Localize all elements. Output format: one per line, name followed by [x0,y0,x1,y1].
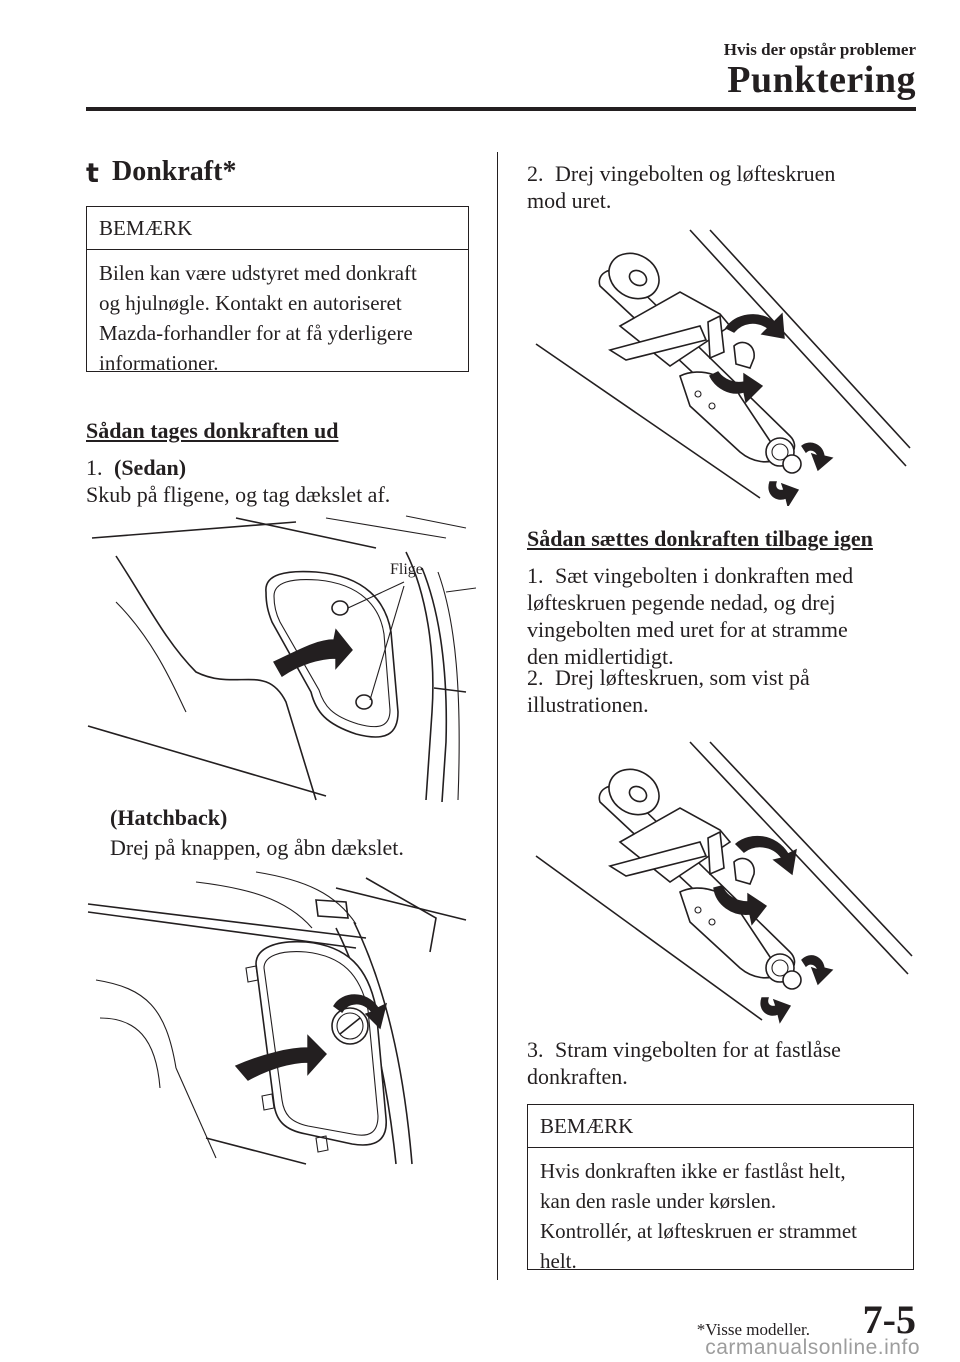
step-text: Stram vingebolten for at fastlåse [555,1037,841,1062]
variant-label-sedan: (Sedan) [114,455,187,480]
step-number: 1. [86,455,103,480]
note-line: Kontrollér, at løfteskruen er strammet [540,1219,857,1243]
heading-marker: t [86,158,99,189]
note-line: Mazda-forhandler for at få yderligere [99,321,413,345]
step-text: Skub på fligene, og tag dækslet af. [86,482,391,507]
note-line: og hjulnøgle. Kontakt en autoriseret [99,291,402,315]
note-body [528,1148,913,1286]
refit-step-2 [527,664,945,718]
step-text: Drej løfteskruen, som vist på [555,665,810,690]
section-heading: Donkraft* [112,156,237,187]
step-text: løfteskruen pegende nedad, og drej [527,590,836,615]
step-number: 3. [527,1037,544,1062]
jack-tighten-illustration [530,738,914,1024]
hatchback-step-text: Drej på knappen, og åbn dækslet. [110,835,404,860]
step-text: den midlertidigt. [527,644,674,669]
step-text: mod uret. [527,188,612,213]
step-number: 1. [527,563,544,588]
note-line: Bilen kan være udstyret med donkraft [99,261,417,285]
step-number: 2. [527,161,544,186]
footer-note: *Visse modeller. [696,1320,810,1339]
step-text: vingebolten med uret for at stramme [527,617,848,642]
step-text: Drej vingebolten og løfteskruen [555,161,836,186]
jack-loosen-illustration [530,226,914,506]
figure-label-tabs: Flige [390,561,423,578]
note-title: BEMÆRK [528,1105,913,1148]
page-number: 7-5 [862,1297,916,1342]
note-line: kan den rasle under kørslen. [540,1189,777,1213]
step-number: 2. [527,665,544,690]
column-divider [497,152,498,1280]
note-body [87,250,468,388]
removal-step-1 [86,454,514,508]
note-box-equipment [86,206,469,375]
watermark: carmanualsonline.info [705,1336,920,1359]
chapter-title: Punktering [727,59,916,101]
refit-step-3 [527,1036,945,1090]
step-text: donkraften. [527,1064,628,1089]
variant-label-hatchback: (Hatchback) [110,805,228,830]
step-text: illustrationen. [527,692,649,717]
note-title: BEMÆRK [87,207,468,250]
hatchback-cover-illustration [86,868,476,1168]
header-rule [86,107,916,111]
note-line: helt. [540,1249,577,1273]
removal-heading: Sådan tages donkraften ud [86,418,339,443]
sedan-cover-illustration [86,512,476,804]
note-line: informationer. [99,351,219,375]
note-line: Hvis donkraften ikke er fastlåst helt, [540,1159,846,1183]
section-label: Hvis der opstår problemer [723,40,916,59]
refit-heading: Sådan sættes donkraften tilbage igen [527,526,873,551]
removal-step-2 [527,160,935,214]
refit-step-1 [527,562,945,670]
step-text: Sæt vingebolten i donkraften med [555,563,854,588]
note-box-rattle [527,1104,914,1273]
